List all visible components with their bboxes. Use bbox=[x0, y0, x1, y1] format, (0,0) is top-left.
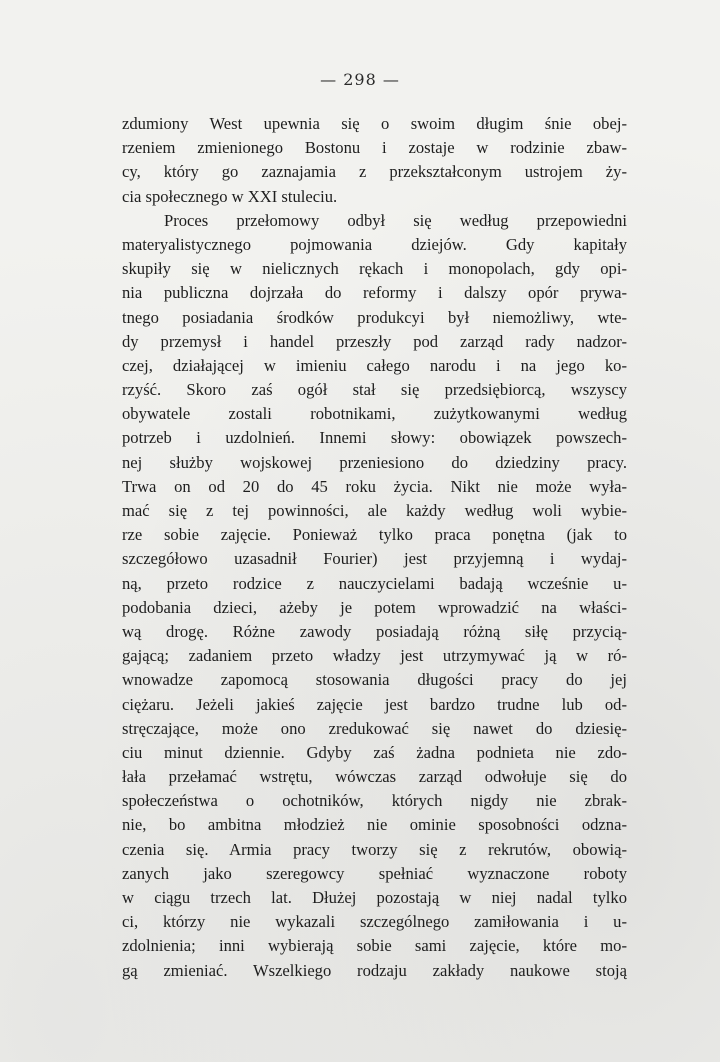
text-line: nia publiczna dojrzała do reformy i dalszy opór prywa- bbox=[122, 283, 627, 303]
text-line: Proces przełomowy odbył się według przepowiedni bbox=[164, 210, 627, 230]
text-line: rzeniem zmienionego Bostonu i zostaje w rodzinie zbaw- bbox=[122, 138, 627, 158]
text-line: cy, który go zaznajamia z przekształconym ustrojem ży- bbox=[122, 162, 627, 182]
text-line: materyalistycznego pojmowania dziejów. Gdy kapitały bbox=[122, 234, 627, 254]
text-line: rzyść. Skoro zaś ogół stał się przedsiębiorcą, wszyscy bbox=[122, 380, 627, 400]
text-line: szczegółowo uzasadnił Fourier) jest przyjemną i wydaj- bbox=[122, 549, 627, 569]
text-line: czenia się. Armia pracy tworzy się z rekrutów, obowią- bbox=[122, 839, 627, 859]
text-line: ci, którzy nie wykazali szczególnego zamiłowania i u- bbox=[122, 912, 627, 932]
text-line: gającą; zadaniem przeto władzy jest utrzymywać ją w ró- bbox=[122, 646, 627, 666]
text-line: potrzeb i uzdolnień. Innemi słowy: obowiązek powszech- bbox=[122, 428, 627, 448]
text-line: zdumiony West upewnia się o swoim długim śnie obej- bbox=[122, 114, 627, 133]
text-line: mać się z tej powinności, ale każdy według woli wybie- bbox=[122, 501, 627, 520]
text-line: rze sobie zajęcie. Ponieważ tylko praca ponętna (jak to bbox=[122, 525, 627, 545]
body-text bbox=[122, 112, 627, 983]
text-line: czej, działającej w imieniu całego narodu i na jego ko- bbox=[122, 355, 627, 375]
text-line: wnowadze zapomocą stosowania długości pracy do jej bbox=[122, 670, 627, 690]
text-line: nej służby wojskowej przeniesiono do dziedziny pracy. bbox=[122, 452, 627, 472]
text-line: Trwa on od 20 do 45 roku życia. Nikt nie może wyła- bbox=[122, 476, 627, 496]
text-line: cia społecznego w XXI stuleciu. bbox=[122, 186, 338, 206]
text-line: łała przełamać wstrętu, wówczas zarząd odwołuje się do bbox=[122, 767, 627, 787]
text-line: dy przemysł i handel przeszły pod zarząd rady nadzor- bbox=[122, 331, 627, 351]
text-line: stręczające, może ono zredukować się nawet do dziesię- bbox=[122, 718, 627, 738]
text-line: społeczeństwa o ochotników, których nigdy nie zbrak- bbox=[122, 791, 627, 811]
text-line: ciężaru. Jeżeli jakieś zajęcie jest bardzo trudne lub od- bbox=[122, 694, 627, 714]
text-line: wą drogę. Różne zawody posiadają różną siłę przycią- bbox=[122, 621, 627, 641]
text-line: gą zmieniać. Wszelkiego rodzaju zakłady naukowe stoją bbox=[122, 960, 627, 980]
text-line: w ciągu trzech lat. Dłużej pozostają w niej nadal tylko bbox=[122, 888, 627, 907]
page-number: — 298 — bbox=[320, 70, 400, 89]
text-line: nie, bo ambitna młodzież nie ominie sposobności odzna- bbox=[122, 815, 627, 835]
text-line: obywatele zostali robotnikami, zużytkowanymi według bbox=[122, 404, 627, 424]
text-line: tnego posiadania środków produkcyi był niemożliwy, wte- bbox=[122, 307, 627, 327]
text-line: skupiły się w nielicznych rękach i monopolach, gdy opi- bbox=[122, 259, 627, 279]
text-line: ną, przeto rodzice z nauczycielami badają wcześnie u- bbox=[122, 573, 627, 593]
text-line: ciu minut dziennie. Gdyby zaś żadna podnieta nie zdo- bbox=[122, 742, 627, 762]
text-line: zanych jako szeregowcy spełniać wyznaczone roboty bbox=[122, 863, 627, 883]
text-line: podobania dzieci, ażeby je potem wprowadzić na właści- bbox=[122, 597, 627, 617]
text-line: zdolnienia; inni wybierają sobie sami zajęcie, które mo- bbox=[122, 936, 627, 956]
